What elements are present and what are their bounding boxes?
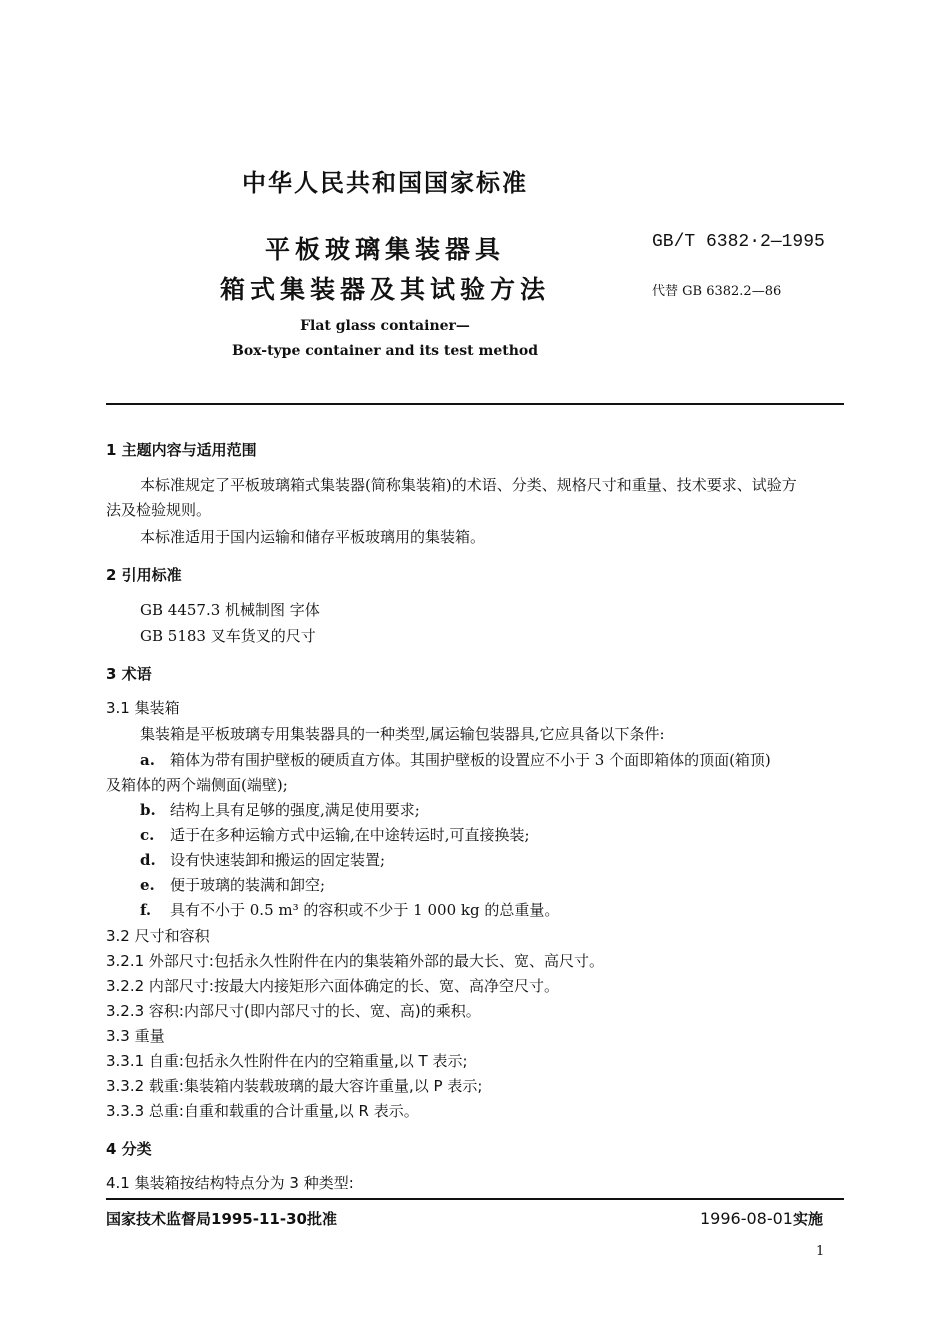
section-1-paragraph-1-cont: 法及检验规则。 (106, 501, 212, 519)
item-text: 箱体为带有围护壁板的硬质直方体。其围护壁板的设置应不小于 3 个面即箱体的顶面(箱顶) (170, 751, 771, 769)
english-title-line-1: Flat glass container— (300, 318, 470, 334)
reference-1: GB 4457.3 机械制图 字体 (140, 601, 320, 619)
list-item (140, 825, 530, 845)
item-text: 设有快速装卸和搬运的固定装置; (170, 851, 386, 869)
item-letter: e. (140, 876, 155, 894)
item-text: 便于玻璃的装满和卸空; (170, 876, 326, 894)
replaces-note: 代替 GB 6382.2—86 (652, 284, 782, 299)
page-number: 1 (816, 1244, 825, 1259)
reference-2: GB 5183 叉车货叉的尺寸 (140, 627, 316, 645)
item-text: 结构上具有足够的强度,满足使用要求; (170, 801, 420, 819)
section-1-paragraph-2: 本标准适用于国内运输和储存平板玻璃用的集装箱。 (140, 528, 486, 546)
section-3-2-heading: 3.2 尺寸和容积 (106, 927, 210, 945)
footer-divider (106, 1198, 844, 1200)
section-4-heading: 4 分类 (106, 1140, 152, 1158)
list-item (140, 900, 559, 920)
item-text: 适于在多种运输方式中运输,在中途转运时,可直接换装; (170, 826, 530, 844)
item-letter: d. (140, 851, 156, 869)
section-3-heading: 3 术语 (106, 665, 152, 683)
section-1-paragraph-1: 本标准规定了平板玻璃箱式集装器(简称集装箱)的术语、分类、规格尺寸和重量、技术要求、试验方 (140, 476, 797, 494)
list-item (140, 875, 325, 895)
section-3-2-1: 3.2.1 外部尺寸:包括永久性附件在内的集装箱外部的最大长、宽、高尺寸。 (106, 952, 604, 970)
implementation-label: 实施 (792, 1210, 823, 1228)
item-a-continuation: 及箱体的两个端侧面(端壁); (106, 776, 288, 794)
item-letter: a. (140, 751, 155, 769)
section-3-3-heading: 3.3 重量 (106, 1027, 165, 1045)
title-line-2: 箱式集装器及其试验方法 (219, 275, 550, 304)
section-3-1-heading: 3.1 集装箱 (106, 699, 180, 717)
section-1-heading: 1 主题内容与适用范围 (106, 441, 257, 459)
approval-line: 国家技术监督局1995-11-30批准 (106, 1210, 337, 1228)
implementation-line (700, 1208, 823, 1229)
section-2-heading: 2 引用标准 (106, 566, 182, 584)
item-letter: b. (140, 801, 156, 819)
english-title-line-2: Box-type container and its test method (231, 343, 539, 359)
implementation-date: 1996-08-01 (700, 1209, 793, 1228)
list-item (140, 750, 771, 770)
section-3-2-3: 3.2.3 容积:内部尺寸(即内部尺寸的长、宽、高)的乘积。 (106, 1002, 481, 1020)
section-3-3-1: 3.3.1 自重:包括永久性附件在内的空箱重量,以 T 表示; (106, 1052, 468, 1070)
list-item (140, 850, 385, 870)
item-letter: f. (140, 901, 152, 919)
item-text: 具有不小于 0.5 m³ 的容积或不少于 1 000 kg 的总重量。 (170, 901, 560, 919)
header-divider (106, 403, 844, 405)
national-standard-heading: 中华人民共和国国家标准 (242, 169, 528, 197)
section-3-3-2: 3.3.2 载重:集装箱内装载玻璃的最大容许重量,以 P 表示; (106, 1077, 483, 1095)
section-3-3-3: 3.3.3 总重:自重和载重的合计重量,以 R 表示。 (106, 1102, 419, 1120)
standard-number: GB/T 6382·2—1995 (652, 232, 825, 252)
list-item (140, 800, 420, 820)
section-3-2-2: 3.2.2 内部尺寸:按最大内接矩形六面体确定的长、宽、高净空尺寸。 (106, 977, 559, 995)
section-4-1: 4.1 集装箱按结构特点分为 3 种类型: (106, 1174, 354, 1192)
section-3-1-intro: 集装箱是平板玻璃专用集装器具的一种类型,属运输包装器具,它应具备以下条件: (140, 725, 665, 743)
item-letter: c. (140, 826, 155, 844)
title-line-1: 平板玻璃集装器具 (264, 235, 505, 264)
